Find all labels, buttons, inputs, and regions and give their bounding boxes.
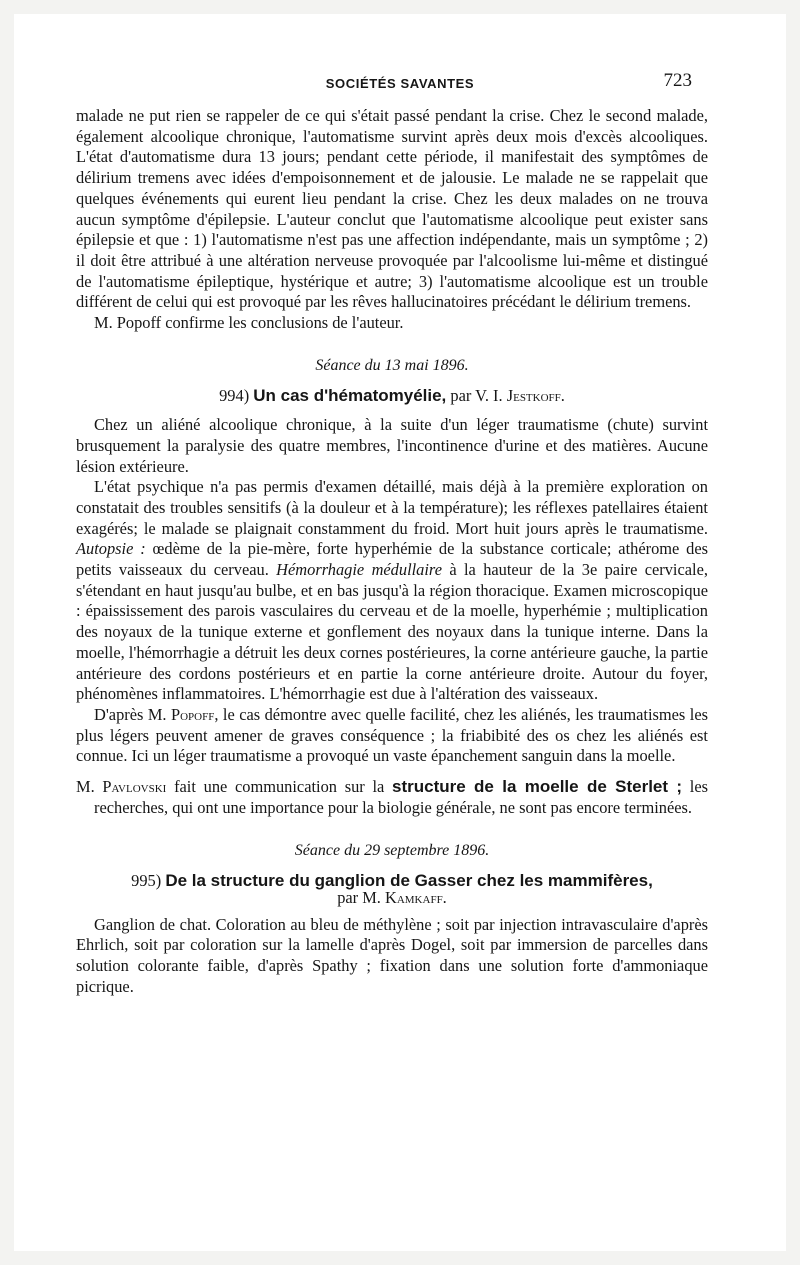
paragraph-case-description: Chez un aliéné alcoolique chronique, à la suite d'un léger traumatisme (chute) survint brusquement la paralysie des quatre membres, l'incontinence d'urine et des matières. Aucune lésion extérieure. — [76, 415, 708, 476]
article-number: 994) — [219, 386, 250, 406]
page-header — [14, 70, 786, 98]
autopsy-text-3: à la hauteur de la 3e paire cervicale, s'étendant en haut jusqu'au bulbe, et en bas jusqu'à la région thoracique. Examen microscopique : épaississement des parois vasculaires du cerveau et de la moelle, hyperhémie ; multiplication des noyaux de la tunique externe et gonflement des noyaux dans la tunique interne. Dans la moelle, l'hémorrhagie a détruit les deux cornes postérieures, la corne antérieure gauche, la partie antérieure des cordons postérieurs et en partie la corne antérieure droite. Autour du foyer, phénomènes inflammatoires. L'hémorrhagie est due à l'altération des vaisseaux. — [76, 560, 708, 704]
document-page — [14, 14, 786, 1251]
paragraph-ganglion: Ganglion de chat. Coloration au bleu de méthylène ; soit par injection intravasculaire d'après Ehrlich, soit par coloration sur la lamelle d'après Dogel, soit par immersion de parcelles dans solution colorante faible, d'après Spathy ; fixation dans une solution forte d'ammoniaque picrique. — [76, 914, 708, 996]
body-text — [76, 106, 708, 997]
autopsy-text-2: œdème de la pie-mère, forte hyperhémie de la substance corticale; athérome des petits vaisseaux du cerveau. — [76, 539, 708, 580]
pavlovski-lead: M. — [76, 777, 95, 797]
paragraph-popoff-comment — [76, 705, 708, 767]
pavlovski-name: Pavlovski — [102, 777, 167, 797]
article-title: Un cas d'hématomyélie, — [253, 386, 447, 406]
paragraph-continuation: malade ne put rien se rappeler de ce qui s'était passé pendant la crise. Chez le second malade, également alcoolique chronique, l'automatisme survint après deux mois d'excès alcooliques. L'état d'automatisme dura 13 jours; pendant cette période, il manifestait des symptômes de délirium tremens avec idées d'empoisonnement et de jalousie. Le malade ne se rappelait que quelques événements qui eurent lieu pendant la crise. Chez les deux malades on ne trouva aucun symptôme d'épilepsie. L'auteur conclut que l'automatisme alcoolique peut exister sans épilepsie et que : 1) l'automatisme n'est pas une affection indépendante, mais un symptôme ; 2) il doit être attribué à une altération nerveuse provoquée par l'alcoolisme lui-même et distingué de l'automatisme épileptique, hystérique et autre; 3) l'automatisme alcoolique est un trouble différent de celui qui est provoqué par les rêves hallucinatoires précédant le délirium tremens. — [76, 106, 708, 312]
session-heading-may: Séance du 13 mai 1896. — [315, 356, 469, 374]
pavlovski-text-2: les recherches, qui ont une importance pour la biologie générale, ne sont pas encore terminées. — [94, 777, 709, 817]
popoff-name: Popoff, — [170, 704, 219, 724]
article-number: 995) — [131, 871, 162, 891]
pavlovski-text-1: fait une communication sur la — [174, 777, 385, 797]
article-heading-994 — [76, 386, 708, 407]
session-heading-september: Séance du 29 septembre 1896. — [294, 841, 490, 859]
article-par: par M. — [337, 887, 381, 907]
popoff-text: le cas démontre avec quelle facilité, chez les aliénés, les traumatismes les plus légers peuvent amener de graves conséquence ; la friabibité des os chez les aliénés est connue. Ici un léger traumatisme a provoqué un vaste épanchement sanguin dans la moelle. — [76, 704, 708, 766]
article-title: De la structure du ganglion de Gasser chez les mammifères, — [165, 871, 653, 891]
autopsy-label: Autopsie : — [76, 539, 146, 559]
article-author: Jestkoff. — [506, 386, 565, 406]
running-head: SOCIÉTÉS SAVANTES — [325, 76, 475, 91]
article-author: Kamkaff. — [385, 887, 447, 907]
autopsy-text-1: L'état psychique n'a pas permis d'examen détaillé, mais déjà à la première exploration on constatait des troubles sensitifs (à la douleur et à la température); les réflexes patellaires étaient exagérés; le malade se plaignait constamment du froid. Mort huit jours après le traumatisme. — [76, 477, 708, 538]
article-par: par V. I. — [450, 386, 503, 406]
hemorrhagie-label: Hémorrhagie médullaire — [276, 560, 442, 580]
pavlovski-bold-topic: structure de la moelle de Sterlet ; — [392, 777, 683, 797]
paragraph-popoff-confirms: M. Popoff confirme les conclusions de l'auteur. — [94, 313, 404, 333]
popoff-lead: D'après M. — [94, 704, 167, 724]
page-number: 723 — [663, 70, 692, 91]
paragraph-autopsy — [76, 477, 708, 705]
paragraph-pavlovski — [76, 777, 708, 818]
